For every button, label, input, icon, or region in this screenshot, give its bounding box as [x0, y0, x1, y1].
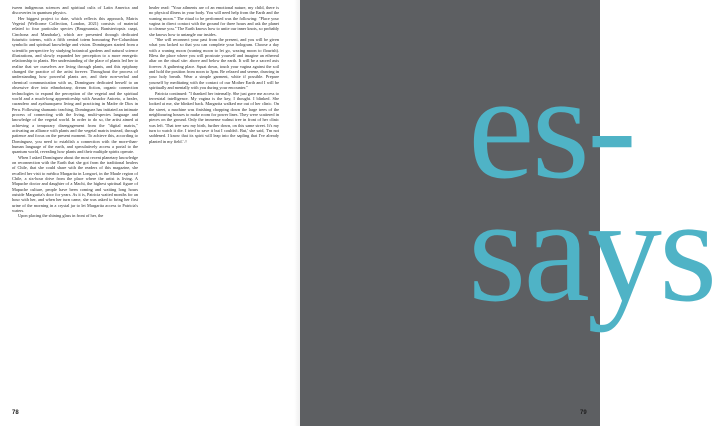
page-number-right: 79: [580, 410, 587, 416]
paragraph: tween indigenous sciences and spiritual cults of Latin America and discoveries in quantum physics.: [12, 5, 138, 16]
paragraph: healer read: "Your ailments are of an emotional nature, my child, there is no physical illness in your body. You will need help from the Earth and the waning moon." The ritual to be performed was the following: "Place your vagina in direct contact with the ground for three hours and ask the planet to cleanse you." The Earth knows how to untie our inner knots, so probably she knows how to untangle our insides.: [149, 5, 279, 37]
paragraph: Upon placing the shining glass in front of her, the: [18, 213, 104, 219]
paragraph: Patricia continued: "I thanked her internally. She just gave me access to terrestrial intelligence. My vagina is the key, I thought. I blinked. She looked at me, she blinked back. Margarita walked me out of her clinic. On the street, a machine was finishing chopping down the large trees of the neighbouring houses to make room for power lines. They were scattered in pieces on the ground. Only the immense walnut tree in front of her clinic was left. 'That tree saw my birth, further down, on this same street. It's my turn to watch it die. I tried to save it but I couldn't. But,' she said, 'I'm not saddened. I know that its spirit will leap into the sapling that I've already planted in my field.' //: [149, 90, 279, 144]
page-number-left: 78: [12, 410, 19, 416]
left-page: [0, 0, 300, 426]
display-word-line-1: es-: [468, 44, 634, 210]
paragraph: Her biggest project to date, which reflects this approach, Matrix Vegetal (Wellcome Collection, London, 2021) consists of material related to four particular species (Brugmansia, Banisteriopsis caapi, Cinchona and Mandrake), which are presented through dedicated futuristic totems, with a fifth central totem honouring Pre-Columbian symbolic and spiritual knowledge and vision. Domínguez started from a scientific perspective by studying botanical gardens and natural science illustrations, and slowly expanded her perception to a more energetic relationship to plants. Her understanding of the place of plants led her to realise that we ourselves are living through plants, and this epiphany changed the practice of the artist forever. Throughout the process of understanding how powerful plants are, and their non-verbal and chemical communication with us, Domínguez dedicated herself to an obsessive dive into ethnobotany, dream fiction, organic connection technologies to expand the perception of the vegetal and the spiritual world and a much-long apprenticeship with Amador Aniceto, a healer, curandero and ayahuasquero living and practicing in Madre de Dios in Peru. Following shamanic teaching, Domínguez has initiated an intimate process of connecting with the living, multi-species language and knowledge of the vegetal world. In order to do so, the artist aimed at achieving a temporary disengagement from the "digital matrix," activating an alliance with plants and the vegetal matrix instead, through patience and focus on the present moment. To achieve this, according to Domínguez, you need to establish a connection with the more-than-human language of the earth, and speculatively access a portal to the quantum world, revealing how plants and their multiple spirits operate.: [12, 15, 138, 155]
display-word-line-2: says: [468, 167, 714, 333]
paragraph: "She will reconnect your past from the present, and you will be given what you lacked so that you can complete your hologram. Choose a day with a waning moon (waning moon to let go, waxing moon to flourish). Bless the place where you will prostrate yourself and imagine an ethereal altar on the ritual site: above and below the earth. It will be a sacred axis forever. A gathering place. Squat down, touch your vagina against the soil and hold the position from noon to 3pm. Be relaxed and serene, drawing in your holy breath. Wear a simple garment, white if possible. Prepare yourself by meditating with the contact of our Mother Earth and I will be spiritually and mentally with you during your encounter.": [149, 37, 279, 91]
text-column-1: [12, 5, 138, 400]
text-column-2: [149, 5, 279, 400]
paragraph: When I asked Domínguez about the most recent planetary knowledge on reconnection with the Earth that she got from the traditional healers of Chile, that she could share with the readers of this magazine, she recalled her visit to médica Margarita in Longaví, in the Maule region of Chile, a six-hour drive from the place where the artist is living. A Mapuche doctor and daughter of a Machi, the highest spiritual figure of Mapuche culture, people have been coming and waiting long hours outside Margarita's door for years. As it is, Patricia waited months for an hour with her, and when her turn came, she was asked to bring her first urine of the morning in a crystal jar to let Margarita access to Patricia's waters.: [12, 154, 138, 214]
